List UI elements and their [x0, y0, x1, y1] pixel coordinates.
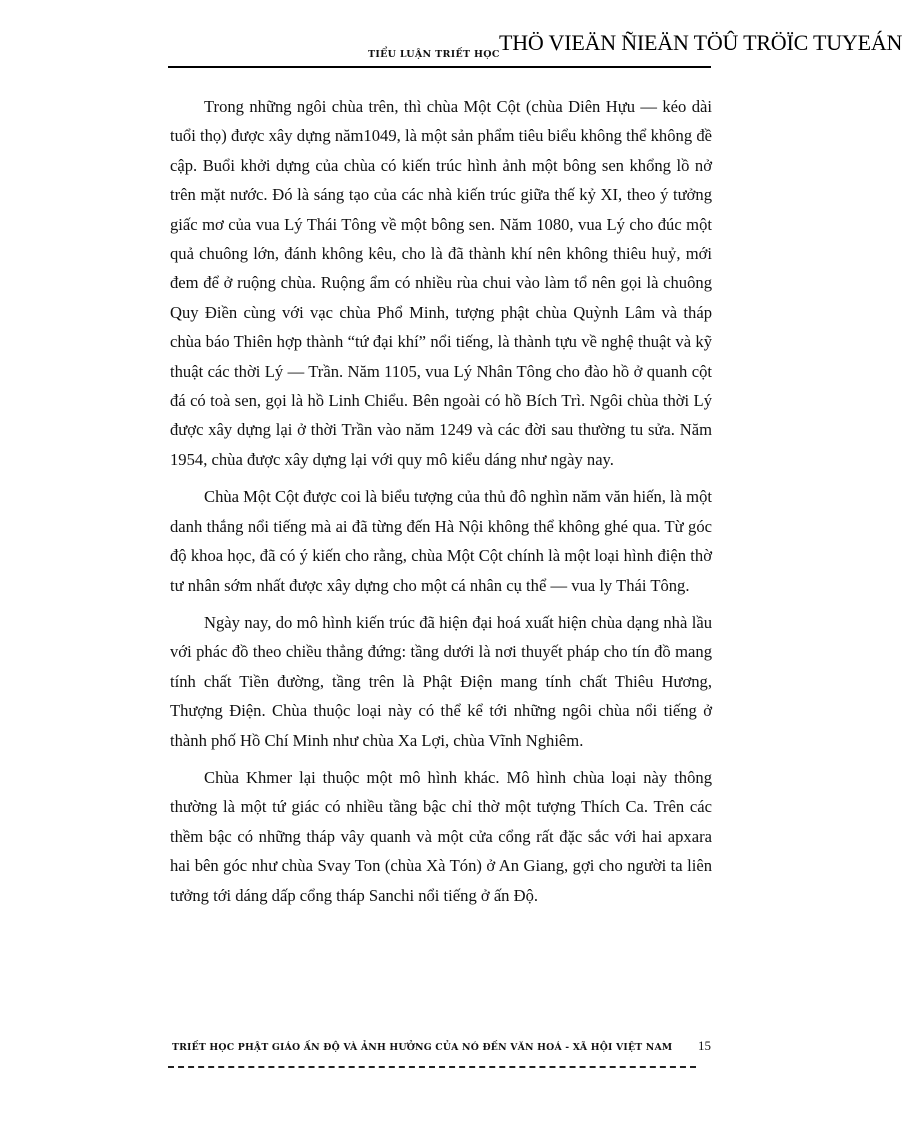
paragraph-3: Ngày nay, do mô hình kiến trúc đã hiện đại hoá xuất hiện chùa dạng nhà lầu với phác đồ theo chiều thẳng đứng: tầng dưới là nơi thuyết pháp cho tín đồ mang tính chất Tiền đường, tầng trên là Phật Điện mang tính chất Thiêu Hương, Thượng Điện. Chùa thuộc loại này có thể kể tới những ngôi chùa nổi tiếng ở thành phố Hồ Chí Minh như chùa Xa Lợi, chùa Vĩnh Nghiêm.	[170, 612, 712, 750]
paragraph-1: Trong những ngôi chùa trên, thì chùa Một Cột (chùa Diên Hựu — kéo dài tuổi thọ) được xây dựng năm1049, là một sản phẩm tiêu biểu không thể không đề cập. Buổi khởi dựng của chùa có kiến trúc hình ảnh một bông sen khổng lồ nở trên mặt nước. Đó là sáng tạo của các nhà kiến trúc giữa thế kỷ XI, theo ý tưởng giấc mơ của vua Lý Thái Tông về một bông sen. Năm 1080, vua Lý cho đúc một quả chuông lớn, đánh không kêu, cho là đã thành khí nên không thiêu huỷ, mới đem để ở ruộng chùa. Ruộng ẩm có nhiều rùa chui vào làm tổ nên gọi là chuông Quy Điền cùng với vạc chùa Phổ Minh, tượng phật chùa Quỳnh Lâm và tháp chùa báo Thiên hợp thành “tứ đại khí” nổi tiếng, là thành tựu về nghệ thuật và kỹ thuật các thời Lý — Trần. Năm 1105, vua Lý Nhân Tông cho đào hồ ở quanh cột đá có toà sen, gọi là hồ Linh Chiểu. Bên ngoài có hồ Bích Trì. Ngôi chùa thời Lý được xây dựng lại ở thời Trần vào năm 1249 và các đời sau thường tu sửa. Năm 1954, chùa được xây dựng lại với quy mô kiểu dáng như ngày nay.	[170, 97, 712, 469]
page-number: 15	[698, 1038, 711, 1053]
paragraph-4: Chùa Khmer lại thuộc một mô hình khác. Mô hình chùa loại này thông thường là một tứ giác có nhiều tầng bậc chỉ thờ một tượng Thích Ca. Trên các thềm bậc có những tháp vây quanh và một cửa cổng rất đặc sắc với hai apxara hai bên góc như chùa Svay Ton (chùa Xà Tón) ở An Giang, gợi cho người ta liên tưởng tới dáng dấp cổng tháp Sanchi nổi tiếng ở ấn Độ.	[170, 767, 712, 905]
header-small-title: TIỂU LUẬN TRIẾT HỌC	[368, 49, 500, 60]
header-divider	[168, 66, 711, 68]
footer-title: TRIẾT HỌC PHẬT GIÁO ẤN ĐỘ VÀ ẢNH HƯỞNG CỦA NÓ ĐẾN VĂN HOÁ - XÃ HỘI VIỆT NAM	[172, 1042, 673, 1053]
body-text	[170, 92, 712, 918]
header-site-title: THÖ VIEÄN ÑIEÄN TÖÛ TRÖÏC TUYEÁN	[499, 30, 902, 55]
footer-divider	[168, 1066, 696, 1068]
paragraph-2: Chùa Một Cột được coi là biểu tượng của thủ đô nghìn năm văn hiến, là một danh thắng nổi tiếng mà ai đã từng đến Hà Nội không thể không ghé qua. Từ góc độ khoa học, đã có ý kiến cho rằng, chùa Một Cột chính là một loại hình điện thờ tư nhân sớm nhất được xây dựng cho một cá nhân cụ thể — vua ly Thái Tông.	[170, 487, 712, 595]
